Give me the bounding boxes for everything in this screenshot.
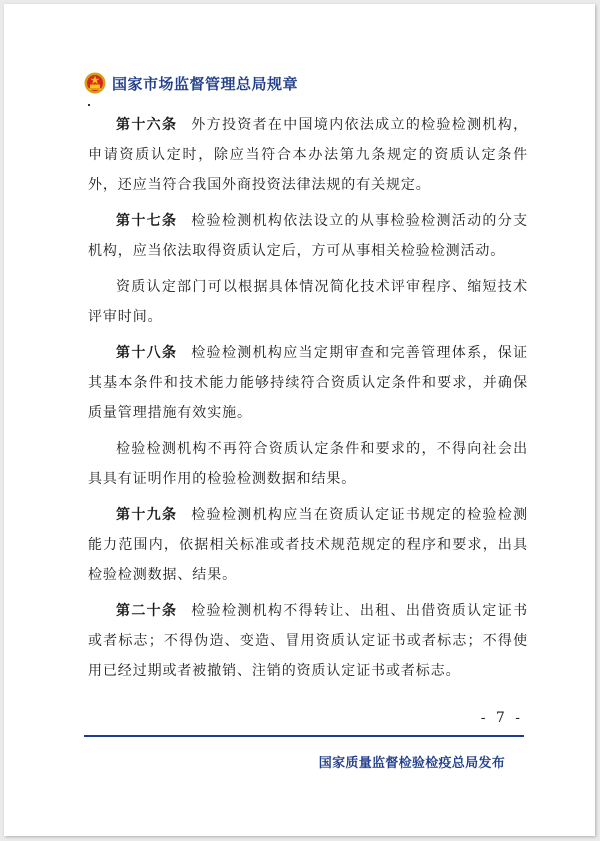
article-text: 资质认定部门可以根据具体情况简化技术评审程序、缩短技术评审时间。 bbox=[88, 279, 528, 325]
paragraph-article-18-cont bbox=[88, 434, 528, 494]
page-number: - 7 - bbox=[480, 710, 523, 726]
article-text: 检验检测机构不再符合资质认定条件和要求的，不得向社会出具具有证明作用的检验检测数据和结果。 bbox=[88, 441, 528, 487]
header-title: 国家市场监督管理总局规章 bbox=[112, 74, 299, 93]
article-text: 检验检测机构应当在资质认定证书规定的检验检测能力范围内，依据相关标准或者技术规范规定的程序和要求，出具检验检测数据、结果。 bbox=[88, 507, 528, 583]
paragraph-article-16 bbox=[88, 110, 528, 200]
article-number: 第十七条 bbox=[116, 213, 178, 229]
document-page bbox=[4, 4, 595, 836]
footer-divider bbox=[84, 735, 524, 737]
article-text: 外方投资者在中国境内依法成立的检验检测机构，申请资质认定时，除应当符合本办法第九条规定的资质认定条件外，还应当符合我国外商投资法律法规的有关规定。 bbox=[88, 117, 528, 193]
document-body bbox=[88, 110, 528, 692]
paragraph-article-17-cont bbox=[88, 272, 528, 332]
paragraph-article-20 bbox=[88, 596, 528, 686]
footer-publisher: 国家质量监督检验检疫总局发布 bbox=[318, 756, 505, 771]
margin-mark bbox=[88, 104, 90, 106]
page-header bbox=[84, 71, 298, 95]
article-number: 第十九条 bbox=[116, 507, 178, 523]
article-number: 第十六条 bbox=[116, 117, 178, 133]
paragraph-article-18 bbox=[88, 338, 528, 428]
paragraph-article-17 bbox=[88, 206, 528, 266]
article-text: 检验检测机构不得转让、出租、出借资质认定证书或者标志；不得伪造、变造、冒用资质认定证书或者标志；不得使用已经过期或者被撤销、注销的资质认定证书或者标志。 bbox=[88, 603, 528, 679]
national-emblem-icon bbox=[84, 72, 106, 94]
paragraph-article-19 bbox=[88, 500, 528, 590]
article-text: 检验检测机构应当定期审查和完善管理体系，保证其基本条件和技术能力能够持续符合资质认定条件和要求，并确保质量管理措施有效实施。 bbox=[88, 345, 528, 421]
article-number: 第二十条 bbox=[116, 603, 178, 619]
article-text: 检验检测机构依法设立的从事检验检测活动的分支机构，应当依法取得资质认定后，方可从事相关检验检测活动。 bbox=[88, 213, 528, 259]
article-number: 第十八条 bbox=[116, 345, 178, 361]
